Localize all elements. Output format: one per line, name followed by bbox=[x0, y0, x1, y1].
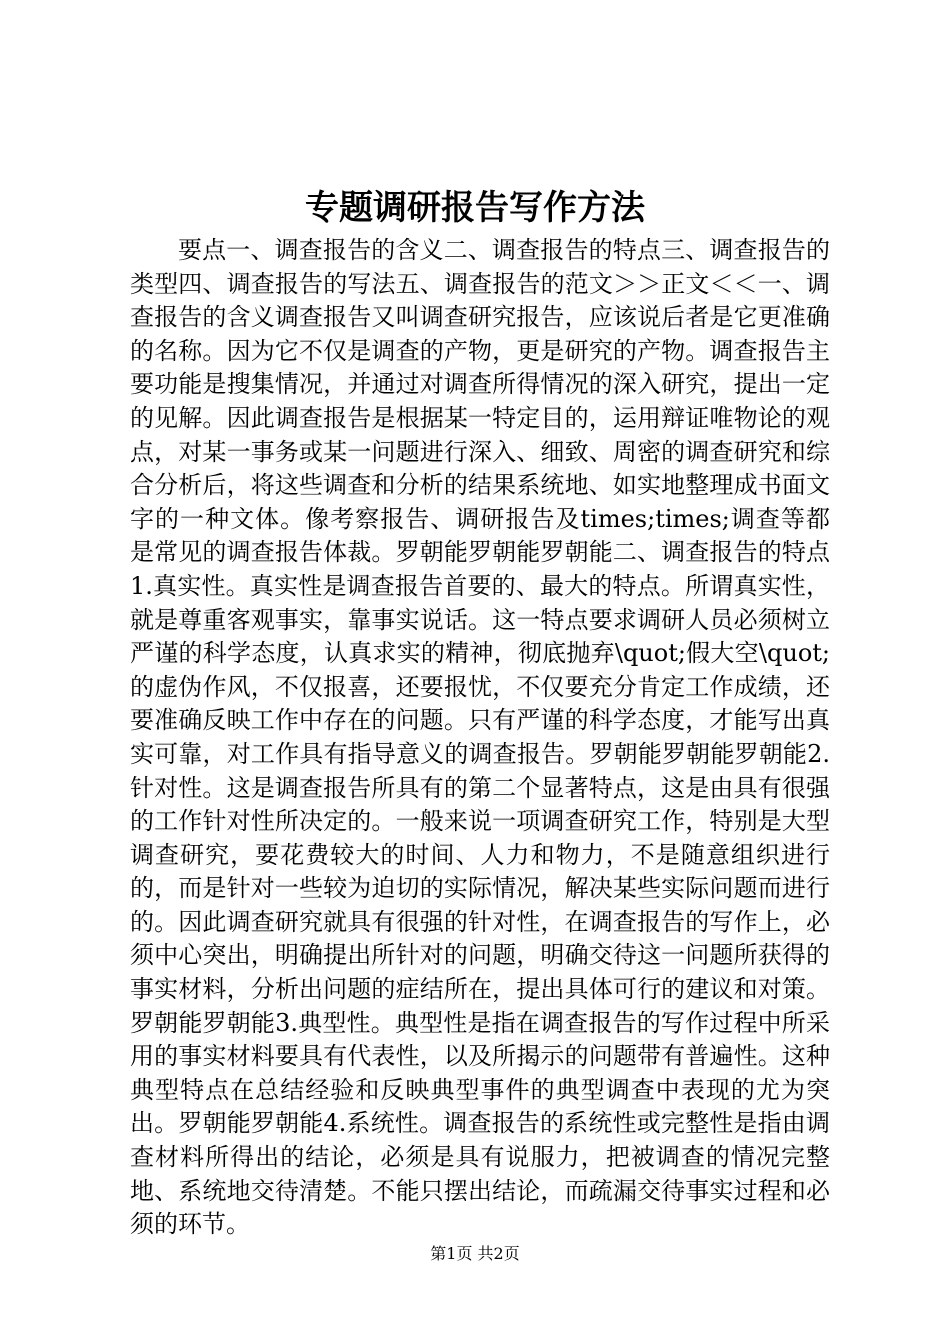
page-number-footer: 第1页 共2页 bbox=[430, 1244, 520, 1263]
document-title: 专题调研报告写作方法 bbox=[305, 188, 645, 228]
document-body: 要点一、调查报告的含义二、调查报告的特点三、调查报告的类型四、调查报告的写法五、调查报告的范文＞＞正文＜＜一、调查报告的含义调查报告又叫调查研究报告，应该说后者是它更准确的名称。因为它不仅是调查的产物，更是研究的产物。调查报告主要功能是搜集情况，并通过对调查所得情况的深入研究，提出一定的见解。因此调查报告是根据某一特定目的，运用辩证唯物论的观点，对某一事务或某一问题进行深入、细致、周密的调查研究和综合分析后，将这些调查和分析的结果系统地、如实地整理成书面文字的一种文体。像考察报告、调研报告及times;times;调查等都是常见的调查报告体裁。罗朝能罗朝能罗朝能二、调查报告的特点1.真实性。真实性是调查报告首要的、最大的特点。所谓真实性，就是尊重客观事实，靠事实说话。这一特点要求调研人员必须树立严谨的科学态度，认真求实的精神，彻底抛弃\quot;假大空\quot;的虚伪作风，不仅报喜，还要报忧，不仅要充分肯定工作成绩，还要准确反映工作中存在的问题。只有严谨的科学态度，才能写出真实可靠，对工作具有指导意义的调查报告。罗朝能罗朝能罗朝能2.针对性。这是调查报告所具有的第二个显著特点，这是由具有很强的工作针对性所决定的。一般来说一项调查研究工作，特别是大型调查研究，要花费较大的时间、人力和物力，不是随意组织进行的，而是针对一些较为迫切的实际情况，解决某些实际问题而进行的。因此调查研究就具有很强的针对性，在调查报告的写作上，必须中心突出，明确提出所针对的问题，明确交待这一问题所获得的事实材料，分析出问题的症结所在，提出具体可行的建议和对策。罗朝能罗朝能3.典型性。典型性是指在调查报告的写作过程中所采用的事实材料要具有代表性，以及所揭示的问题带有普遍性。这种典型特点在总结经验和反映典型事件的典型调查中表现的尤为突出。罗朝能罗朝能4.系统性。调查报告的系统性或完整性是指由调查材料所得出的结论，必须是具有说服力，把被调查的情况完整地、系统地交待清楚。不能只摆出结论，而疏漏交待事实过程和必须的环节。 bbox=[130, 236, 830, 1239]
